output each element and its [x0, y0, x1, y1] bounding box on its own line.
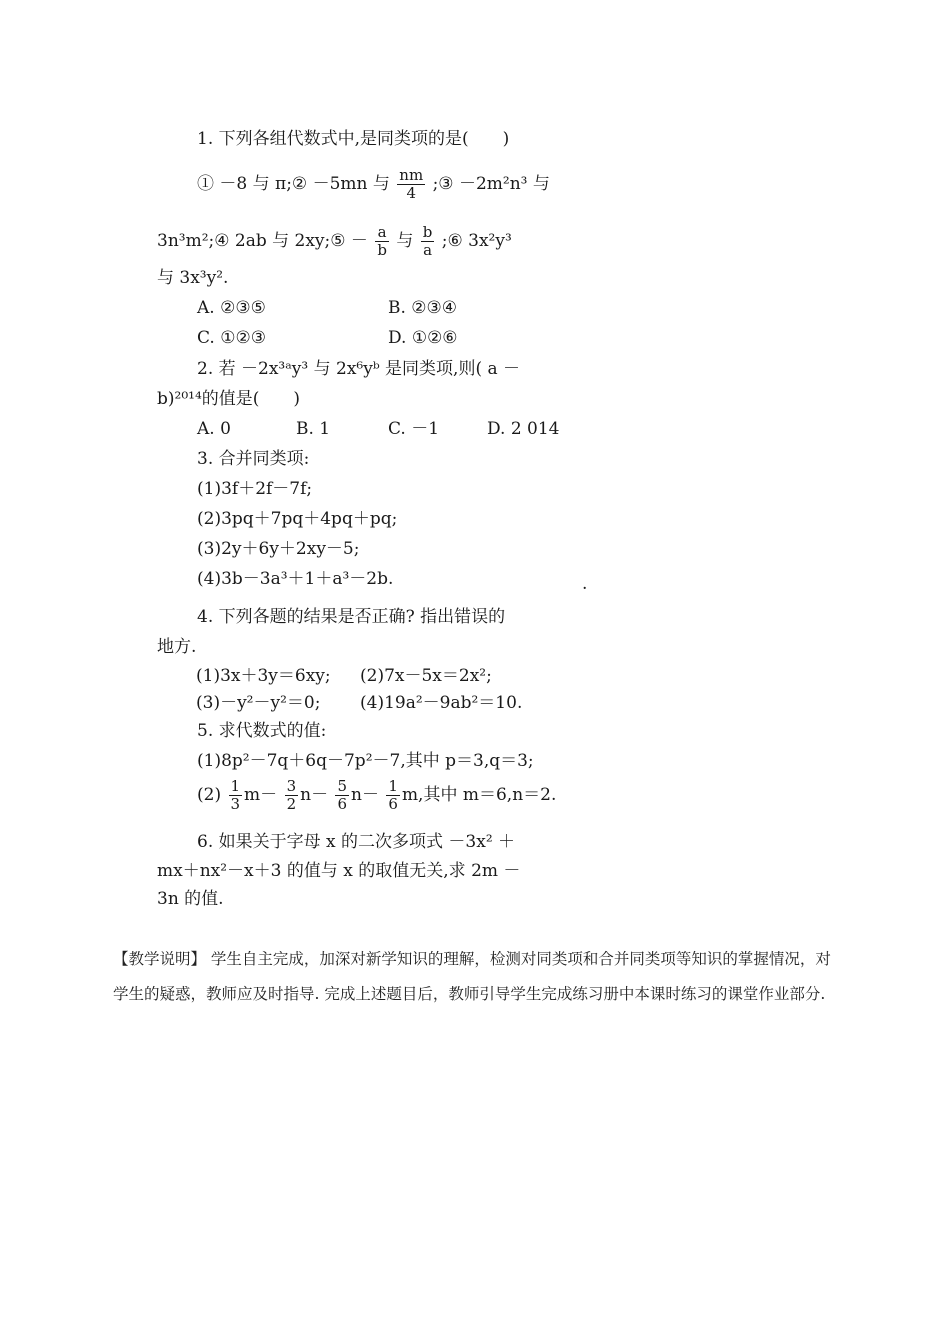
q2-stem-line2: b)²⁰¹⁴的值是( ) [157, 389, 301, 409]
q5-fraction-1-6 [386, 778, 400, 813]
q2-option-b: B. 1 [296, 419, 331, 439]
q4-part2: (2)7x－5x＝2x²; [360, 666, 492, 686]
q1-line2-text: ① －8 与 π;② －5mn 与 [197, 174, 390, 194]
q2-option-c: C. －1 [388, 419, 440, 439]
q5-stem: 5. 求代数式的值: [197, 721, 327, 741]
q4-stem-line2: 地方. [157, 637, 197, 657]
q4-part1: (1)3x＋3y＝6xy; [196, 666, 331, 686]
fraction-numerator: a [375, 224, 389, 242]
q5-fraction-1-3 [229, 778, 243, 813]
q3-part3: (3)2y＋6y＋2xy－5; [197, 539, 360, 559]
q5-part2-label: (2) [197, 785, 222, 805]
q4-part3: (3)－y²－y²＝0; [196, 693, 321, 713]
fraction-denominator: 2 [286, 795, 297, 813]
q6-stem-line1: 6. 如果关于字母 x 的二次多项式 －3x² ＋ [197, 832, 516, 852]
fraction-numerator: nm [399, 166, 424, 184]
fraction-denominator: 4 [406, 184, 416, 202]
fraction-numerator: 1 [230, 777, 241, 795]
q1-line2 [197, 167, 550, 202]
q6-stem-line3: 3n 的值. [157, 889, 224, 909]
q1-fraction-a-b [375, 224, 389, 259]
q5-term3: n－ [351, 785, 379, 805]
q3-part1: (1)3f＋2f－7f; [197, 479, 313, 499]
q5-term2: n－ [300, 785, 329, 805]
q1-option-c: C. ①②③ [197, 328, 266, 348]
q1-line3-tail: ;⑥ 3x²y³ [441, 231, 512, 251]
q6-stem-line2: mx＋nx²－x＋3 的值与 x 的取值无关,求 2m － [157, 861, 521, 881]
q2-stem-line1: 2. 若 －2x³ᵃy³ 与 2x⁶yᵇ 是同类项,则( a － [197, 359, 521, 379]
q2-option-a: A. 0 [197, 419, 231, 439]
q5-fraction-5-6 [335, 778, 349, 813]
q1-option-d: D. ①②⑥ [388, 328, 458, 348]
fraction-numerator: b [422, 223, 433, 241]
q5-part1: (1)8p²－7q＋6q－7p²－7,其中 p＝3,q＝3; [197, 751, 534, 771]
q5-term4: m,其中 m＝6,n＝2. [401, 785, 557, 805]
fraction-denominator: 6 [337, 795, 348, 813]
q1-line3-head: 3n³m²;④ 2ab 与 2xy;⑤ － [157, 231, 368, 251]
q5-term1: m－ [244, 785, 278, 805]
q1-fraction-b-a [421, 224, 435, 259]
q4-stem-line1: 4. 下列各题的结果是否正确? 指出错误的 [197, 607, 506, 627]
q5-fraction-3-2 [285, 778, 299, 813]
fraction-numerator: 5 [337, 777, 348, 795]
q1-fraction-nm-4 [397, 167, 425, 202]
q3-part4: (4)3b－3a³＋1＋a³－2b. [197, 569, 394, 589]
q5-part2 [197, 778, 556, 813]
q1-option-b: B. ②③④ [388, 298, 458, 318]
fraction-denominator: b [377, 241, 387, 259]
fraction-denominator: 3 [230, 795, 241, 813]
q1-line2-tail: ;③ －2m²n³ 与 [432, 174, 550, 194]
stray-dot: . [582, 574, 588, 594]
q2-option-d: D. 2 014 [487, 419, 560, 439]
q1-line3 [157, 224, 512, 259]
q4-part4: (4)19a²－9ab²＝10. [360, 693, 523, 713]
fraction-numerator: 1 [388, 777, 398, 795]
fraction-denominator: a [423, 241, 433, 259]
q3-part2: (2)3pq＋7pq＋4pq＋pq; [197, 509, 398, 529]
q1-line4: 与 3x³y². [157, 268, 229, 288]
fraction-denominator: 6 [388, 795, 398, 813]
q1-line3-mid: 与 [396, 231, 414, 251]
teaching-note: 【教学说明】 学生自主完成，加深对新学知识的理解，检测对同类项和合并同类项等知识的掌握情况，对学生的疑惑，教师应及时指导. 完成上述题目后，教师引导学生完成练习册中本课时练习的课堂作业部分. [113, 950, 831, 1003]
q1-stem: 1. 下列各组代数式中,是同类项的是( ) [197, 129, 510, 149]
q1-option-a: A. ②③⑤ [197, 298, 266, 318]
q3-stem: 3. 合并同类项: [197, 449, 310, 469]
fraction-numerator: 3 [286, 777, 297, 795]
